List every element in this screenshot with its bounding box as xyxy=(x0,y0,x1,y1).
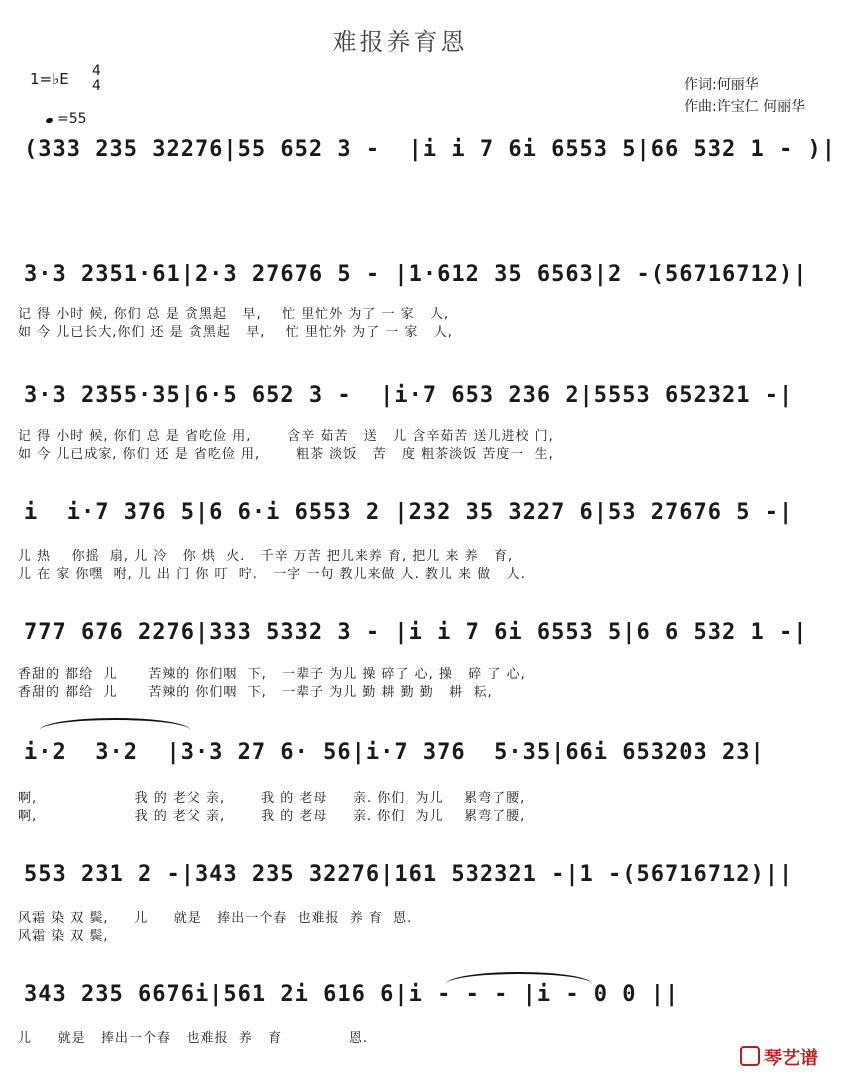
lyricist: 作词:何丽华 xyxy=(684,77,759,93)
notes: 777 676 2276|333 5332 3 - |i i 7 6i 6553 5|6 6 532 1 -| xyxy=(24,620,808,645)
score-line-7 xyxy=(24,862,814,892)
key-signature xyxy=(30,63,101,94)
score-line-8 xyxy=(24,982,814,1012)
notes: 343 235 6676i|561 2i 616 6|i - - - |i - 0 0 || xyxy=(24,982,680,1007)
time-top: 4 xyxy=(92,63,101,79)
credits xyxy=(684,74,805,118)
notes: 553 231 2 -|343 235 32276|161 532321 -|1 -(56716712)|| xyxy=(24,862,794,887)
score-line-2 xyxy=(24,262,814,292)
lyric-line: 儿 热 你摇 扇, 儿 冷 你 烘 火. 千辛 万苦 把儿来养 育, 把儿 来 养 育, xyxy=(18,549,514,564)
logo-icon xyxy=(740,1046,760,1066)
score-line-5 xyxy=(24,620,814,650)
lyric-line: 记 得 小时 候, 你们 总 是 贪黑起 早, 忙 里忙外 为了 一 家 人, xyxy=(18,307,450,322)
time-signature xyxy=(92,64,101,94)
quarter-note-icon xyxy=(45,117,53,124)
lyric-line: 香甜的 都给 儿 苦辣的 你们咽 下, 一辈子 为儿 操 碎了 心, 操 碎 了 心, xyxy=(18,667,526,682)
key-prefix: 1= xyxy=(30,70,53,88)
lyric-line: 啊, 我 的 老父 亲, 我 的 老母 亲. 你们 为儿 累弯了腰, xyxy=(18,791,526,806)
notes: (333 235 32276|55 652 3 - |i i 7 6i 6553 5|66 532 1 - )| xyxy=(24,137,836,162)
lyric-line: 如 今 儿已长大,你们 还 是 贪黑起 早, 忙 里忙外 为了 一 家 人, xyxy=(18,325,453,340)
lyric-line: 儿 就是 捧出一个春 也难报 养 育 恩. xyxy=(18,1031,368,1046)
score-line-1 xyxy=(24,137,836,167)
lyric-line: 香甜的 都给 儿 苦辣的 你们咽 下, 一辈子 为儿 勤 耕 勤 勤 耕 耘, xyxy=(18,685,493,700)
tempo-mark xyxy=(46,111,87,127)
song-title: 难报养育恩 xyxy=(332,28,468,56)
composer: 作曲:许宝仁 何丽华 xyxy=(684,99,806,115)
notes: 3·3 2355·35|6·5 652 3 - |i·7 653 236 2|5553 652321 -| xyxy=(24,383,794,408)
score-line-6 xyxy=(24,740,814,770)
tempo-value: =55 xyxy=(57,111,87,127)
flat-sign: ♭ xyxy=(52,70,60,88)
watermark-text: 琴艺谱 xyxy=(764,1048,818,1069)
lyric-line: 啊, 我 的 老父 亲, 我 的 老母 亲. 你们 为儿 累弯了腰, xyxy=(18,809,526,824)
notes: i·2 3·2 |3·3 27 6· 56|i·7 376 5·35|66i 653203 23| xyxy=(24,740,765,765)
score-line-3 xyxy=(24,383,814,413)
lyric-line: 记 得 小时 候, 你们 总 是 省吃俭 用, 含辛 茹苦 送 儿 含辛茹苦 送儿进校 门, xyxy=(18,429,554,444)
lyric-line: 儿 在 家 你嘿 咐, 儿 出 门 你 叮 咛. 一字 一句 教儿来做 人. 教儿 来 做 人. xyxy=(18,567,526,582)
slur-arc xyxy=(40,718,190,730)
slur-arc xyxy=(446,972,592,984)
time-bottom: 4 xyxy=(92,78,101,94)
notes: 3·3 2351·61|2·3 27676 5 - |1·612 35 6563|2 -(56716712)| xyxy=(24,262,808,287)
lyric-line: 风霜 染 双 鬓, xyxy=(18,929,109,944)
score-line-4 xyxy=(24,500,814,530)
key-note: E xyxy=(59,70,69,88)
lyric-line: 如 今 儿已成家, 你们 还 是 省吃俭 用, 粗茶 淡饭 苦 度 粗茶淡饭 苦度一 生, xyxy=(18,447,554,462)
site-watermark xyxy=(740,1044,818,1070)
lyric-line: 风霜 染 双 鬓, 儿 就是 捧出一个春 也难报 养 育 恩. xyxy=(18,911,413,926)
notes: i i·7 376 5|6 6·i 6553 2 |232 35 3227 6|53 27676 5 -| xyxy=(24,500,794,525)
